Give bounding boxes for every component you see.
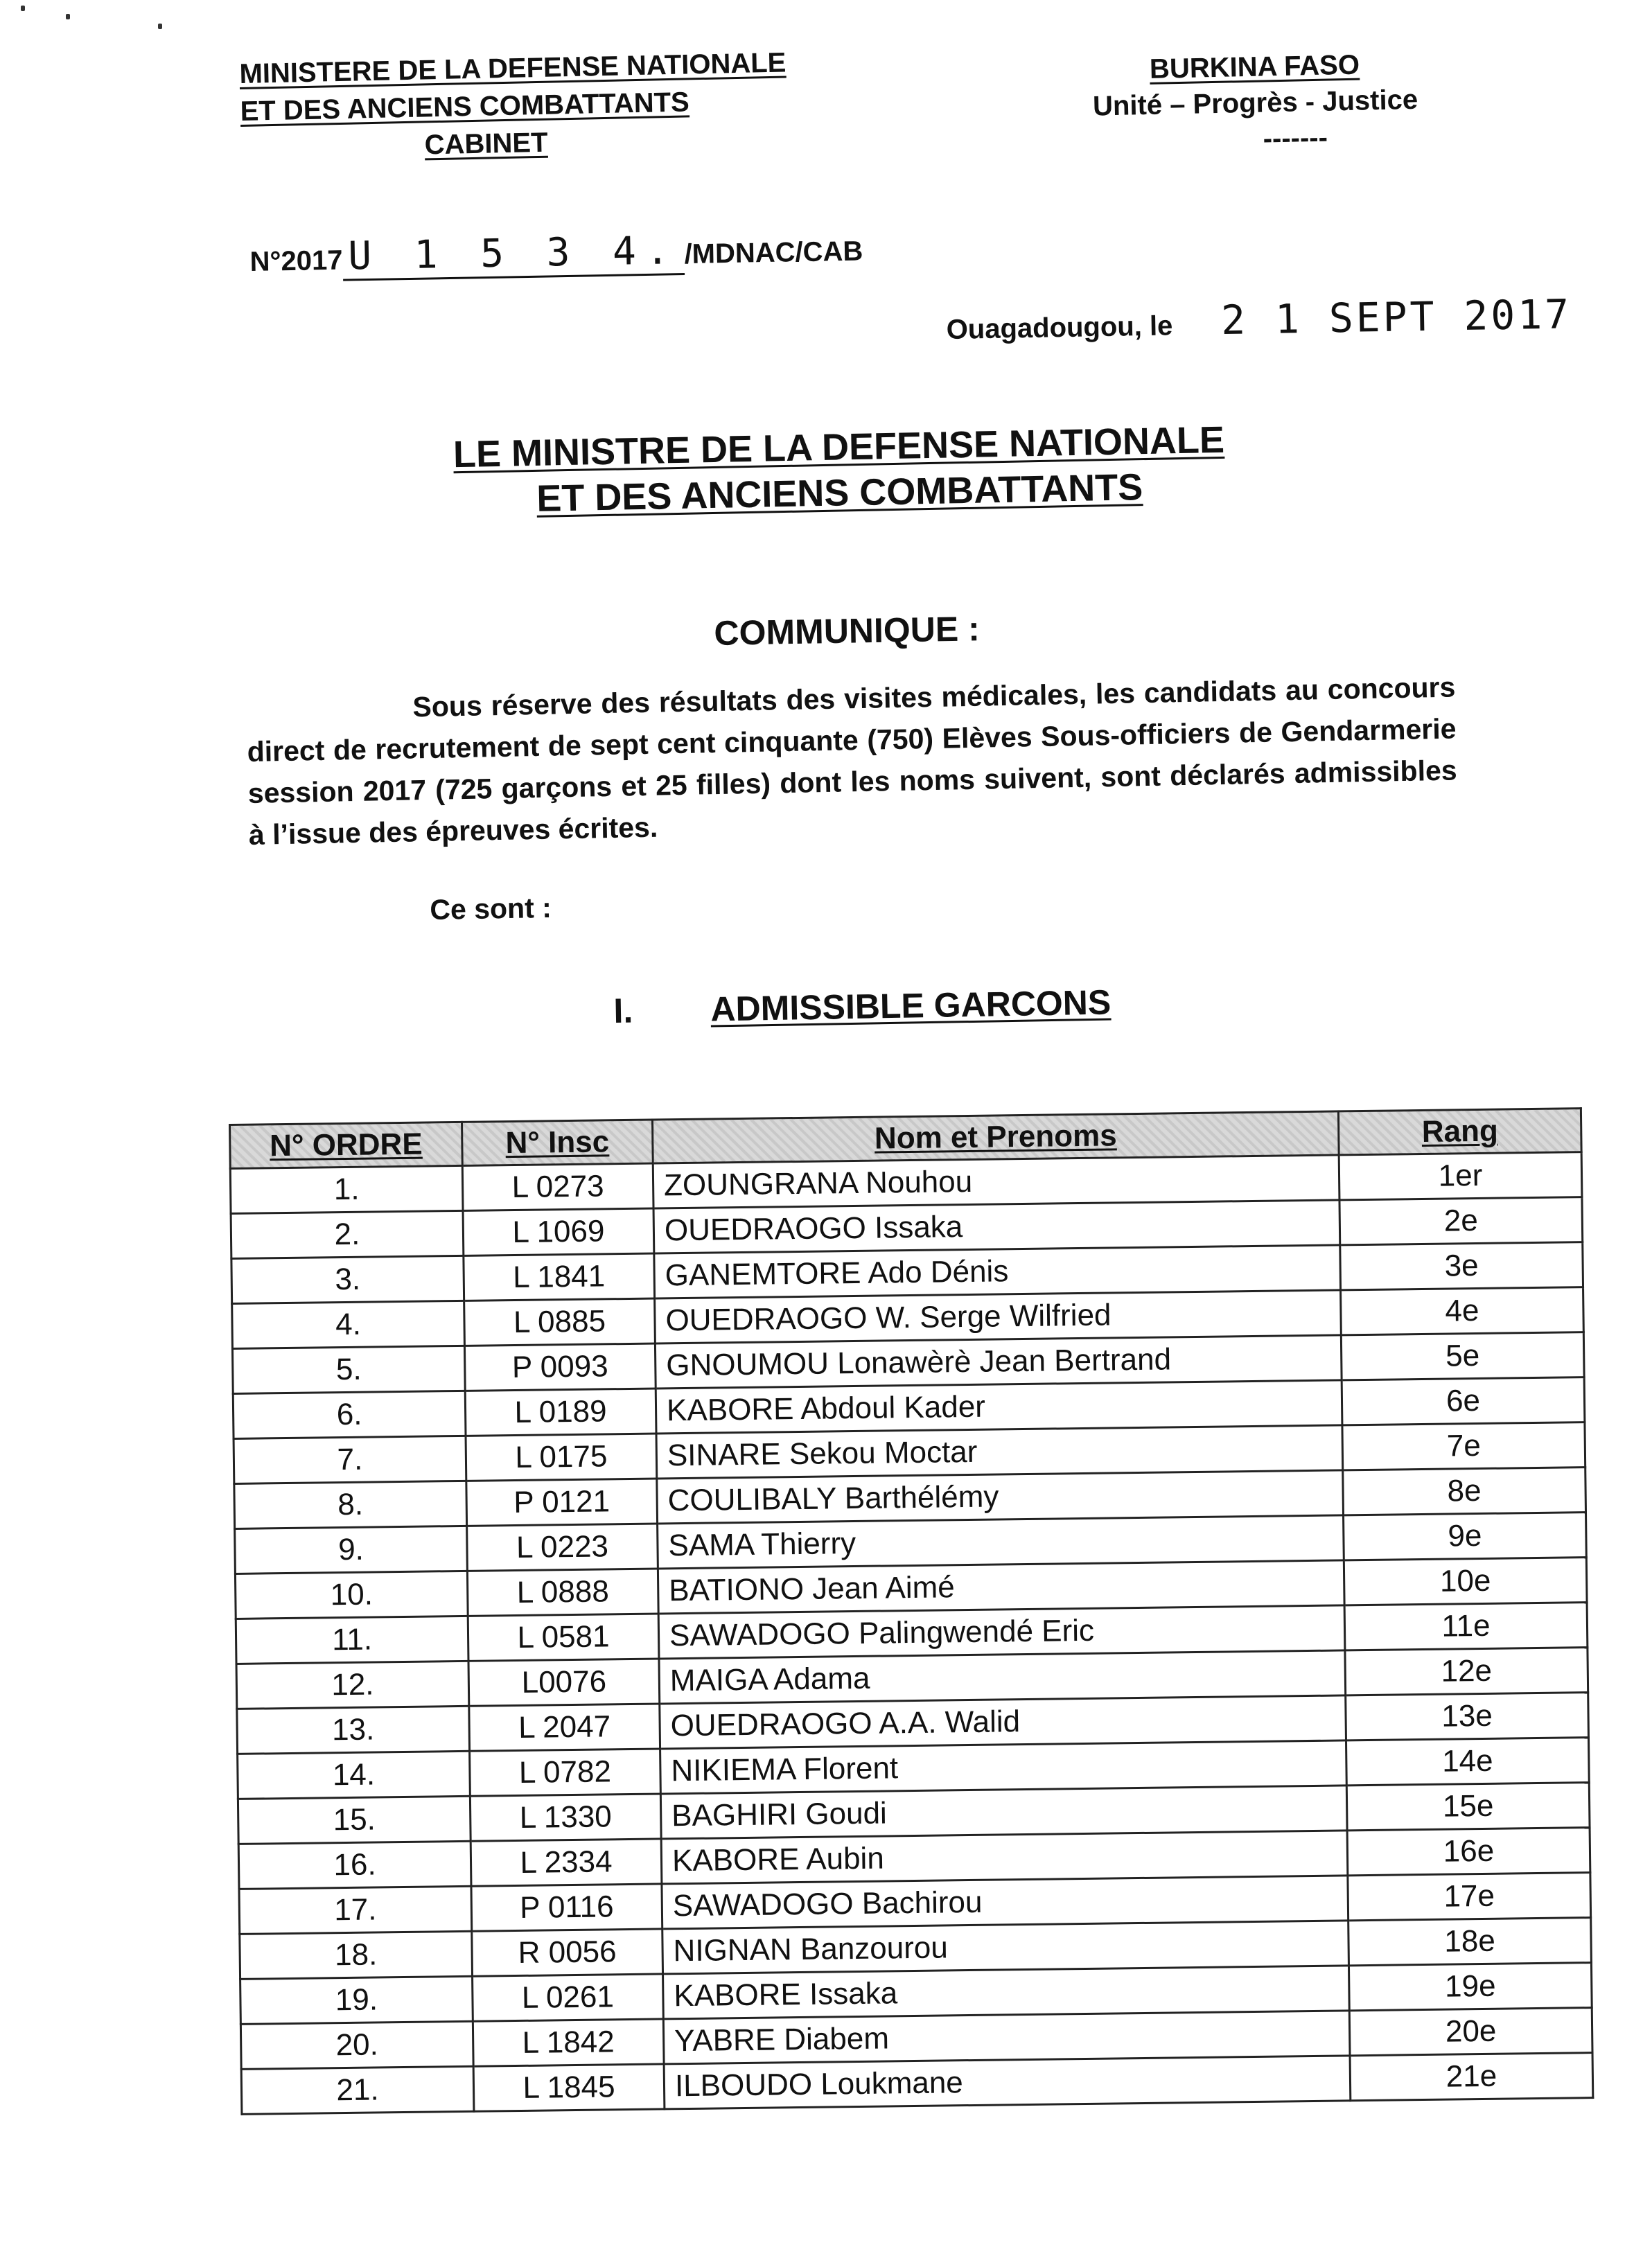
country-header — [1081, 46, 1430, 161]
cell-nom: GANEMTORE Ado Dénis — [654, 1245, 1341, 1298]
document-title — [388, 416, 1290, 525]
reference-handwritten-number: U 1 5 3 4. — [342, 228, 685, 281]
cell-ordre: 1. — [230, 1165, 463, 1213]
place-date — [946, 290, 1572, 349]
cell-ordre: 3. — [231, 1255, 464, 1303]
cell-rang: 19e — [1348, 1963, 1592, 2011]
cell-ordre: 9. — [235, 1526, 468, 1574]
cell-ordre: 15. — [238, 1796, 471, 1844]
cell-ordre: 8. — [234, 1481, 467, 1528]
table-body — [230, 1152, 1593, 2115]
cell-rang: 15e — [1346, 1783, 1590, 1831]
cell-nom: MAIGA Adama — [659, 1650, 1346, 1704]
scan-speck — [21, 6, 25, 11]
header-insc: N° Insc — [462, 1120, 653, 1165]
cell-nom: OUEDRAOGO Issaka — [653, 1200, 1340, 1253]
cell-insc: L 1845 — [473, 2064, 665, 2111]
cell-rang: 11e — [1344, 1603, 1588, 1650]
cell-ordre: 18. — [240, 1931, 473, 1979]
ministry-line-2: ET DES ANCIENS COMBATTANTS — [240, 87, 690, 127]
cell-nom: KABORE Abdoul Kader — [656, 1380, 1342, 1434]
section-number: I. — [613, 991, 633, 1030]
cell-nom: KABORE Issaka — [663, 1966, 1350, 2019]
cell-rang: 2e — [1339, 1197, 1583, 1245]
title-line-2: ET DES ANCIENS COMBATTANTS — [536, 466, 1143, 520]
reference-number — [249, 225, 863, 283]
cell-nom: ZOUNGRANA Nouhou — [653, 1155, 1339, 1208]
cell-ordre: 14. — [238, 1751, 471, 1799]
cell-rang: 14e — [1346, 1738, 1589, 1786]
cell-insc: L 2334 — [471, 1839, 662, 1886]
country-name: BURKINA FASO — [1149, 49, 1360, 85]
cell-ordre: 13. — [237, 1706, 470, 1754]
header-nom: Nom et Prenoms — [652, 1111, 1339, 1163]
cell-nom: SAMA Thierry — [658, 1515, 1344, 1569]
cell-ordre: 4. — [232, 1301, 465, 1348]
cell-rang: 8e — [1343, 1468, 1586, 1515]
cell-rang: 9e — [1344, 1513, 1587, 1560]
ministry-header — [239, 42, 865, 168]
cell-rang: 13e — [1346, 1693, 1589, 1741]
cell-insc: L 0175 — [466, 1434, 657, 1481]
cell-insc: L 0782 — [470, 1749, 661, 1796]
place-label: Ouagadougou, le — [946, 310, 1173, 345]
cell-ordre: 10. — [235, 1571, 468, 1619]
cell-insc: L 1841 — [464, 1253, 655, 1301]
reference-prefix: N°2017 — [249, 245, 343, 277]
date-stamp: 2 1 SEPT 2017 — [1220, 290, 1572, 344]
cell-nom: GNOUMOU Lonawèrè Jean Bertrand — [655, 1335, 1342, 1389]
cell-nom: COULIBALY Barthélémy — [657, 1470, 1344, 1524]
cell-insc: L 0888 — [467, 1569, 658, 1616]
cell-nom: BATIONO Jean Aimé — [658, 1560, 1344, 1614]
cell-rang: 1er — [1339, 1152, 1582, 1200]
cell-ordre: 21. — [241, 2066, 474, 2114]
cell-rang: 4e — [1341, 1287, 1584, 1335]
results-table-wrapper — [229, 1107, 1592, 2115]
motto-rule: ------- — [1263, 122, 1328, 155]
cell-nom: ILBOUDO Loukmane — [664, 2056, 1351, 2109]
cell-ordre: 6. — [233, 1391, 466, 1438]
cell-insc: R 0056 — [472, 1929, 663, 1976]
scan-speck — [158, 24, 162, 29]
cell-rang: 6e — [1342, 1377, 1585, 1425]
cell-nom: SAWADOGO Palingwendé Eric — [658, 1605, 1345, 1659]
cell-insc: L 0581 — [468, 1614, 659, 1661]
cell-insc: L 0261 — [473, 1974, 664, 2021]
cell-rang: 12e — [1345, 1648, 1588, 1695]
section-title: ADMISSIBLE GARCONS — [710, 982, 1111, 1029]
cell-ordre: 16. — [238, 1841, 471, 1889]
cell-nom: YABRE Diabem — [663, 2011, 1350, 2064]
cell-nom: BAGHIRI Goudi — [660, 1786, 1347, 1839]
ministry-line-3: CABINET — [424, 127, 548, 161]
country-motto: Unité – Progrès - Justice — [1092, 84, 1418, 122]
cell-nom: SAWADOGO Bachirou — [662, 1876, 1348, 1929]
body-paragraph: Sous réserve des résultats des visites médicales, les candidats au concours direct de recrutement de sept cent cinquante (750) Elèves Sous-officiers de Gendarmerie session 2017 (725 garçons et 25 filles) dont les noms suivent, sont déclarés admissibles à l’issue des épreuves écrites. — [247, 671, 1457, 851]
cell-rang: 7e — [1342, 1422, 1585, 1470]
cell-rang: 16e — [1347, 1828, 1590, 1876]
header-ordre: N° ORDRE — [230, 1122, 463, 1168]
cell-rang: 21e — [1350, 2053, 1593, 2101]
cell-insc: L 2047 — [469, 1704, 660, 1751]
cell-insc: L 0273 — [462, 1163, 653, 1210]
results-table — [229, 1107, 1594, 2115]
cell-nom: OUEDRAOGO W. Serge Wilfried — [655, 1290, 1342, 1343]
cell-insc: P 0093 — [464, 1343, 656, 1391]
scan-speck — [66, 14, 70, 19]
cell-insc: L 0223 — [467, 1524, 658, 1571]
cell-rang: 20e — [1349, 2008, 1592, 2056]
communique-heading: COMMUNIQUE : — [714, 609, 981, 653]
cell-nom: SINARE Sekou Moctar — [656, 1425, 1343, 1479]
cell-insc: L0076 — [468, 1659, 660, 1706]
cell-rang: 3e — [1340, 1242, 1583, 1290]
cell-nom: KABORE Aubin — [661, 1831, 1348, 1884]
cell-ordre: 17. — [239, 1886, 472, 1934]
section-heading — [613, 982, 1111, 1031]
cell-insc: L 0189 — [465, 1389, 656, 1436]
cell-insc: P 0116 — [471, 1884, 662, 1931]
cell-nom: NIKIEMA Florent — [660, 1741, 1347, 1794]
cell-insc: L 1842 — [473, 2019, 664, 2066]
cell-ordre: 20. — [240, 2021, 473, 2069]
cell-ordre: 5. — [232, 1346, 465, 1393]
cell-ordre: 2. — [231, 1210, 464, 1258]
cell-rang: 17e — [1348, 1873, 1591, 1921]
cell-nom: OUEDRAOGO A.A. Walid — [660, 1695, 1346, 1749]
cell-rang: 5e — [1341, 1332, 1584, 1380]
cell-ordre: 19. — [240, 1976, 473, 2024]
cell-nom: NIGNAN Banzourou — [662, 1921, 1349, 1974]
title-line-1: LE MINISTRE DE LA DEFENSE NATIONALE — [452, 418, 1225, 476]
reference-suffix: /MDNAC/CAB — [684, 236, 863, 270]
cell-insc: L 1069 — [463, 1208, 654, 1255]
header-rang: Rang — [1338, 1109, 1581, 1155]
cell-ordre: 12. — [236, 1661, 469, 1709]
cell-rang: 18e — [1348, 1918, 1592, 1966]
cell-insc: P 0121 — [466, 1479, 658, 1526]
cell-insc: L 1330 — [470, 1794, 661, 1841]
cell-ordre: 11. — [236, 1616, 468, 1664]
cell-insc: L 0885 — [464, 1298, 656, 1346]
ministry-line-1: MINISTERE DE LA DEFENSE NATIONALE — [239, 47, 787, 89]
cell-rang: 10e — [1344, 1558, 1587, 1605]
ce-sont-text: Ce sont : — [430, 891, 552, 926]
cell-ordre: 7. — [234, 1436, 466, 1483]
